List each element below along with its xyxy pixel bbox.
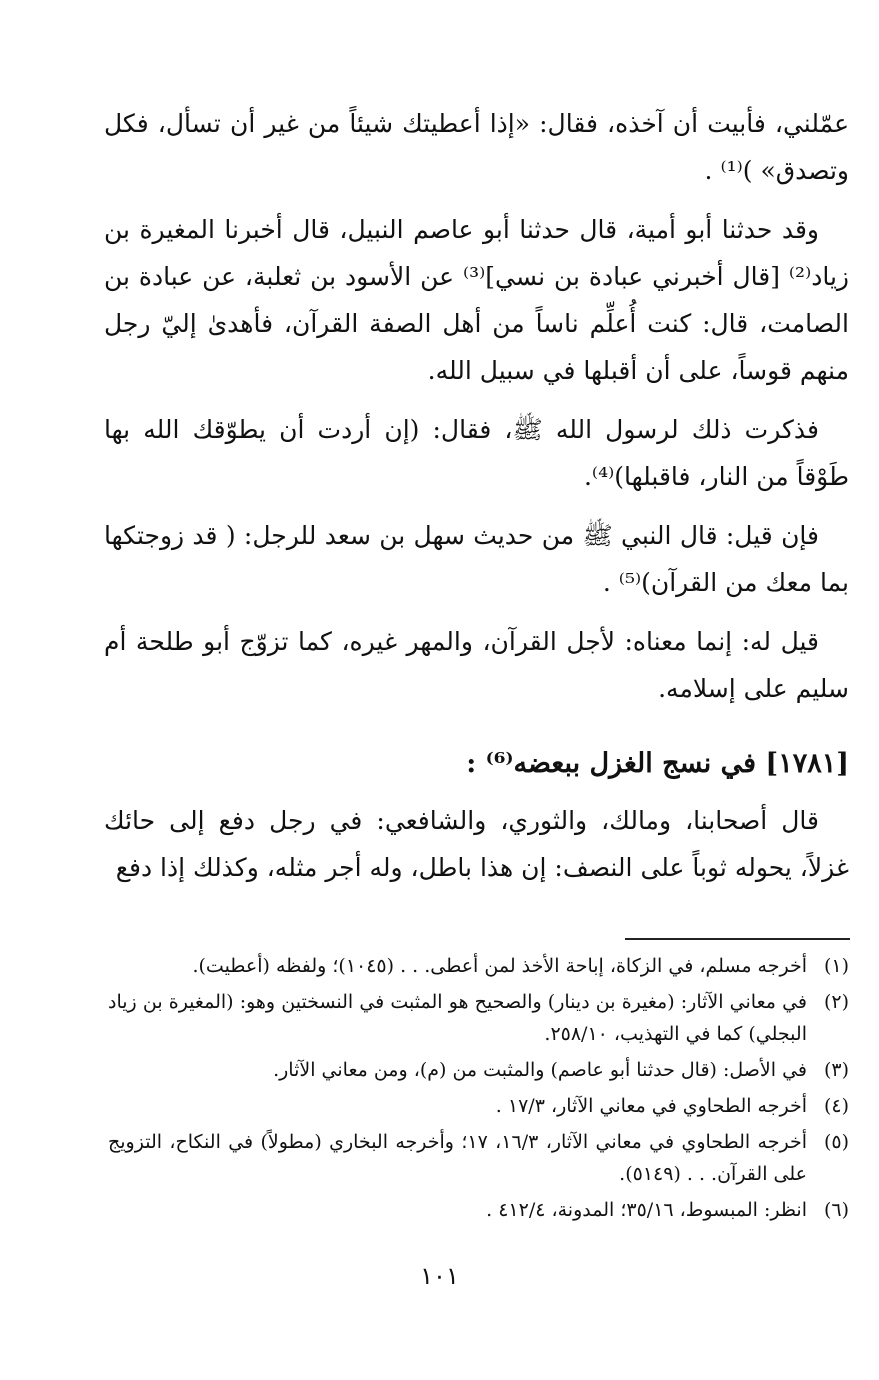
footnote [108, 1194, 849, 1226]
footnote-number: (٢) [823, 991, 849, 1013]
footnote-text: في معاني الآثار: (مغيرة بن دينار) والصحيح هو المثبت في النسختين وهو: (المغيرة بن زياد البجلي) كما في التهذيب، ٢٥٨/١٠. [108, 991, 807, 1045]
footnote [108, 1054, 849, 1086]
paragraph-3: فذكرت ذلك لرسول الله ﷺ، فقال: (إن أردت أن يطوّقك الله بها طَوْقاً من النار، فاقبلها)⁽⁴⁾. [104, 415, 849, 491]
paragraph-4: فإن قيل: قال النبي ﷺ من حديث سهل بن سعد للرجل: ( قد زوجتكها بما معك من القرآن)⁽⁵⁾ . [104, 521, 849, 597]
section-heading: [١٧٨١] في نسج الغزل ببعضه⁽⁶⁾ : [466, 748, 849, 779]
footnote [108, 1126, 849, 1190]
footnote-text: أخرجه الطحاوي في معاني الآثار، ١٦/٣، ١٧؛ وأخرجه البخاري (مطولاً) في النكاح، التزويج على القرآن. . . (٥١٤٩). [108, 1131, 807, 1185]
main-text-block [104, 100, 849, 903]
footnote-number: (٥) [823, 1131, 849, 1153]
paragraph-1: عمّلني، فأبيت أن آخذه، فقال: «إذا أعطيتك شيئاً من غير أن تسأل، فكل وتصدق» )⁽¹⁾ . [104, 109, 849, 185]
footnote-number: (٤) [823, 1095, 849, 1117]
paragraph-5: قيل له: إنما معناه: لأجل القرآن، والمهر غيره، كما تزوّج أبو طلحة أم سليم على إسلامه. [104, 627, 849, 703]
footnote [108, 950, 849, 982]
footnote-text: أخرجه الطحاوي في معاني الآثار، ١٧/٣ . [495, 1095, 807, 1117]
footnote-number: (٦) [823, 1199, 849, 1221]
footnote [108, 1090, 849, 1122]
footnotes [108, 950, 849, 1230]
page-number: ١٠١ [420, 1262, 459, 1290]
footnote-divider [625, 938, 850, 940]
footnote-text: في الأصل: (قال حدثنا أبو عاصم) والمثبت من (م)، ومن معاني الآثار. [273, 1059, 807, 1081]
footnote [108, 986, 849, 1050]
footnote-text: أخرجه مسلم، في الزكاة، إباحة الأخذ لمن أعطى. . . (١٠٤٥)؛ ولفظه (أعطيت). [192, 955, 807, 977]
footnote-number: (٣) [823, 1059, 849, 1081]
paragraph-2: وقد حدثنا أبو أمية، قال حدثنا أبو عاصم النبيل، قال أخبرنا المغيرة بن زياد⁽²⁾ [قال أخبرني عبادة بن نسي]⁽³⁾ عن الأسود بن ثعلبة، عن عبادة بن الصامت، قال: كنت أُعلِّم ناساً من أهل الصفة القرآن، فأهدىٰ إليّ رجل منهم قوساً، على أن أقبلها في سبيل الله. [104, 215, 849, 385]
footnote-number: (١) [823, 955, 849, 977]
section-paragraph: قال أصحابنا، ومالك، والثوري، والشافعي: في رجل دفع إلى حائك غزلاً، يحوله ثوباً على النصف: إن هذا باطل، وله أجر مثله، وكذلك إذا دفع [104, 806, 849, 882]
footnote-text: انظر: المبسوط، ٣٥/١٦؛ المدونة، ٤١٢/٤ . [486, 1199, 807, 1221]
